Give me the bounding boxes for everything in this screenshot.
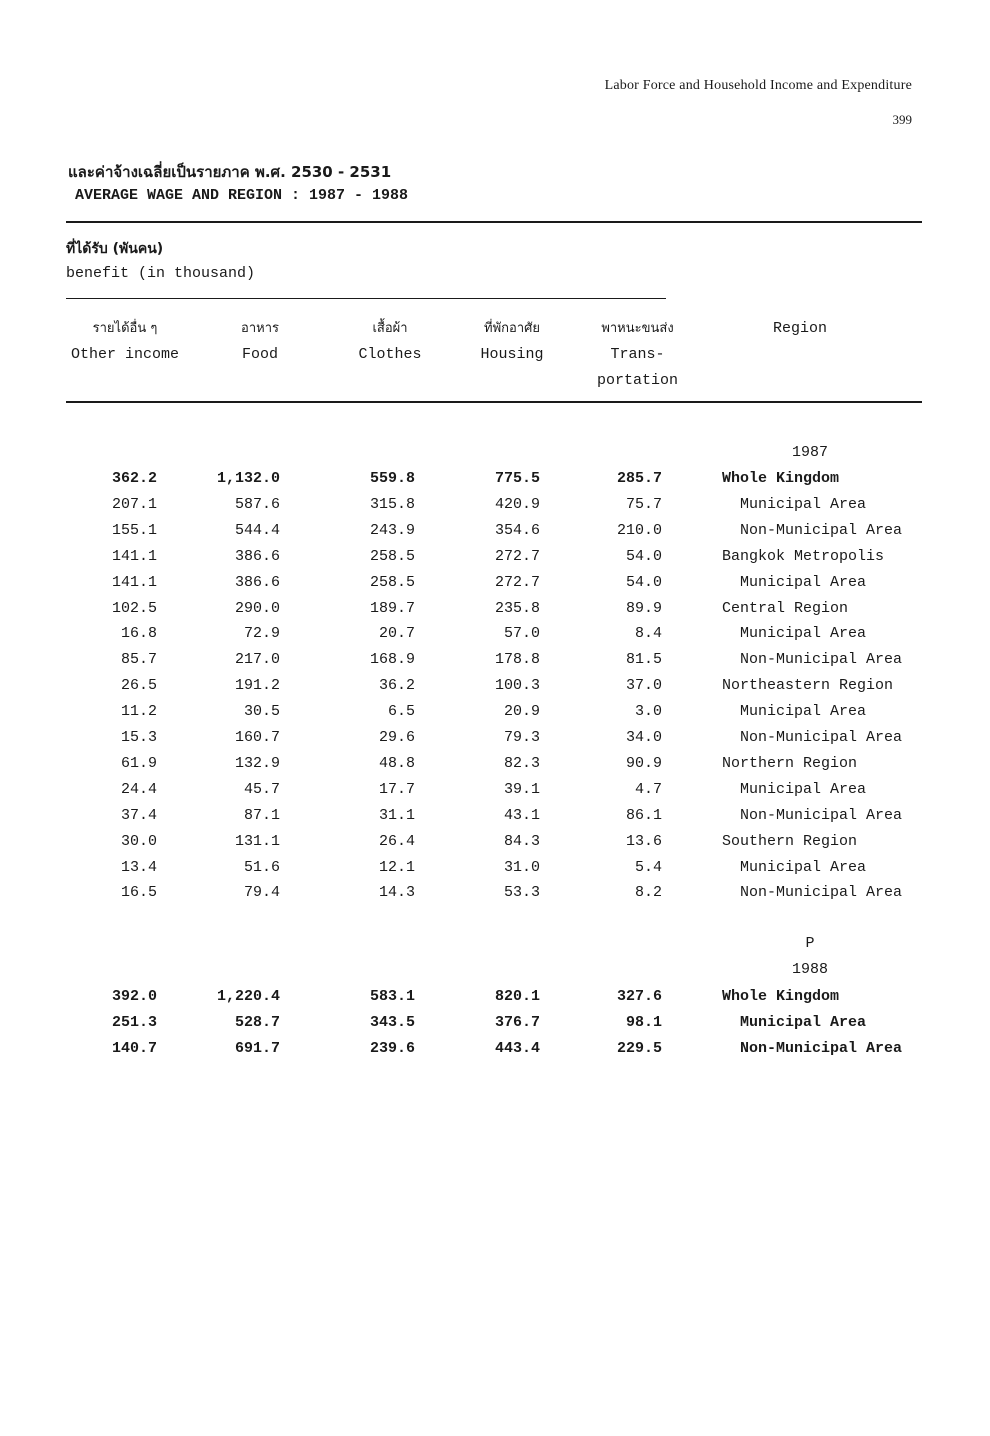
column-header-transportation bbox=[585, 316, 690, 394]
table-cell: 17.7 bbox=[378, 780, 415, 798]
column-header-english: Trans- bbox=[610, 346, 665, 363]
table-cell: 544.4 bbox=[234, 521, 280, 539]
table-cell: 72.9 bbox=[243, 625, 280, 643]
table-cell: 207.1 bbox=[111, 495, 157, 513]
table-row bbox=[0, 884, 990, 910]
table-cell: 48.8 bbox=[378, 754, 415, 772]
region-label: Municipal Area bbox=[740, 780, 867, 798]
table-cell: 31.1 bbox=[378, 806, 415, 824]
table-cell: 691.7 bbox=[234, 1039, 280, 1057]
table-cell: 354.6 bbox=[494, 521, 540, 539]
year-label-1988: 1988 bbox=[791, 961, 828, 978]
table-row bbox=[0, 600, 990, 626]
table-cell: 26.5 bbox=[120, 677, 157, 695]
region-label: Municipal Area bbox=[740, 495, 867, 513]
column-header-food bbox=[210, 316, 310, 368]
table-cell: 37.0 bbox=[625, 677, 662, 695]
table-cell: 132.9 bbox=[234, 754, 280, 772]
region-label: Central Region bbox=[722, 599, 849, 617]
table-cell: 443.4 bbox=[494, 1039, 540, 1057]
table-cell: 1,220.4 bbox=[216, 988, 280, 1005]
table-cell: 57.0 bbox=[503, 625, 540, 643]
table-cell: 587.6 bbox=[234, 495, 280, 513]
table-cell: 155.1 bbox=[111, 521, 157, 539]
table-cell: 392.0 bbox=[111, 988, 157, 1005]
table-cell: 102.5 bbox=[111, 599, 157, 617]
column-header-thai: รายได้อื่น ๆ bbox=[92, 321, 158, 336]
table-row bbox=[0, 548, 990, 574]
table-cell: 5.4 bbox=[634, 858, 662, 876]
table-row bbox=[0, 625, 990, 651]
table-cell: 8.2 bbox=[634, 884, 662, 902]
region-label: Municipal Area bbox=[740, 625, 867, 643]
table-cell: 272.7 bbox=[494, 573, 540, 591]
table-cell: 376.7 bbox=[494, 1013, 540, 1031]
table-row bbox=[0, 988, 990, 1014]
table-cell: 191.2 bbox=[234, 677, 280, 695]
table-cell: 39.1 bbox=[503, 780, 540, 798]
preliminary-marker: P bbox=[805, 935, 815, 952]
table-cell: 386.6 bbox=[234, 547, 280, 565]
column-header-housing bbox=[462, 316, 562, 368]
region-label: Non-Municipal Area bbox=[740, 651, 903, 669]
column-header-thai: พาหนะขนส่ง bbox=[601, 321, 674, 336]
column-header-other-income bbox=[60, 316, 190, 368]
table-cell: 54.0 bbox=[625, 547, 662, 565]
table-cell: 24.4 bbox=[120, 780, 157, 798]
table-row bbox=[0, 470, 990, 496]
region-label: Non-Municipal Area bbox=[740, 884, 903, 902]
column-header-region bbox=[750, 316, 850, 342]
table-cell: 90.9 bbox=[625, 754, 662, 772]
table-cell: 1,132.0 bbox=[216, 470, 280, 487]
table-cell: 272.7 bbox=[494, 547, 540, 565]
table-row bbox=[0, 781, 990, 807]
column-header-thai: อาหาร bbox=[241, 321, 279, 336]
table-cell: 217.0 bbox=[234, 651, 280, 669]
column-header-english: Food bbox=[241, 346, 278, 363]
table-cell: 258.5 bbox=[369, 573, 415, 591]
spanner-rule bbox=[66, 298, 666, 299]
table-cell: 131.1 bbox=[234, 832, 280, 850]
table-cell: 79.4 bbox=[243, 884, 280, 902]
table-cell: 820.1 bbox=[494, 988, 540, 1005]
region-label: Non-Municipal Area bbox=[740, 1039, 903, 1057]
table-cell: 51.6 bbox=[243, 858, 280, 876]
column-header-english: Clothes bbox=[358, 346, 422, 363]
table-cell: 160.7 bbox=[234, 729, 280, 746]
table-cell: 559.8 bbox=[369, 470, 415, 487]
table-cell: 98.1 bbox=[625, 1013, 662, 1031]
table-row bbox=[0, 496, 990, 522]
table-cell: 43.1 bbox=[503, 806, 540, 824]
region-label: Municipal Area bbox=[740, 703, 867, 721]
table-cell: 86.1 bbox=[625, 806, 662, 824]
table-cell: 100.3 bbox=[494, 677, 540, 695]
table-cell: 140.7 bbox=[111, 1039, 157, 1057]
table-cell: 30.0 bbox=[120, 832, 157, 850]
table-cell: 29.6 bbox=[378, 729, 415, 746]
table-cell: 45.7 bbox=[243, 780, 280, 798]
table-cell: 31.0 bbox=[503, 858, 540, 876]
table-cell: 36.2 bbox=[378, 677, 415, 695]
table-cell: 178.8 bbox=[494, 651, 540, 669]
table-cell: 362.2 bbox=[111, 470, 157, 487]
year-label-1987: 1987 bbox=[791, 444, 828, 461]
table-cell: 251.3 bbox=[111, 1013, 157, 1031]
page-number: 399 bbox=[892, 112, 912, 127]
table-cell: 20.9 bbox=[503, 703, 540, 721]
table-cell: 775.5 bbox=[494, 470, 540, 487]
table-cell: 239.6 bbox=[369, 1039, 415, 1057]
column-header-english: Other income bbox=[70, 346, 180, 363]
header-bottom-rule bbox=[66, 401, 922, 403]
table-cell: 30.5 bbox=[243, 703, 280, 721]
table-cell: 3.0 bbox=[634, 703, 662, 721]
column-header-clothes bbox=[340, 316, 440, 368]
region-label: Municipal Area bbox=[740, 573, 867, 591]
table-cell: 168.9 bbox=[369, 651, 415, 669]
table-cell: 34.0 bbox=[625, 729, 662, 746]
table-cell: 6.5 bbox=[387, 703, 415, 721]
table-cell: 75.7 bbox=[625, 495, 662, 513]
table-cell: 14.3 bbox=[378, 884, 415, 902]
table-cell: 210.0 bbox=[616, 521, 662, 539]
table-cell: 26.4 bbox=[378, 832, 415, 850]
column-header-english: Housing bbox=[480, 346, 544, 363]
region-label: Whole Kingdom bbox=[722, 988, 840, 1005]
table-cell: 16.8 bbox=[120, 625, 157, 643]
table-cell: 189.7 bbox=[369, 599, 415, 617]
table-cell: 54.0 bbox=[625, 573, 662, 591]
unit-label-thai: ที่ได้รับ (พันคน) bbox=[66, 241, 164, 257]
running-head: Labor Force and Household Income and Expenditure bbox=[604, 78, 912, 93]
table-cell: 81.5 bbox=[625, 651, 662, 669]
table-cell: 12.1 bbox=[378, 858, 415, 876]
column-header-english: Region bbox=[772, 320, 827, 337]
table-cell: 386.6 bbox=[234, 573, 280, 591]
table-cell: 141.1 bbox=[111, 547, 157, 565]
table-cell: 290.0 bbox=[234, 599, 280, 617]
region-label: Municipal Area bbox=[740, 1013, 867, 1031]
region-label: Northeastern Region bbox=[722, 677, 894, 695]
region-label: Non-Municipal Area bbox=[740, 729, 903, 746]
table-row bbox=[0, 1040, 990, 1066]
table-row bbox=[0, 729, 990, 755]
table-cell: 53.3 bbox=[503, 884, 540, 902]
table-row bbox=[0, 833, 990, 859]
table-cell: 343.5 bbox=[369, 1013, 415, 1031]
title-rule bbox=[66, 221, 922, 223]
table-cell: 258.5 bbox=[369, 547, 415, 565]
table-row bbox=[0, 755, 990, 781]
table-cell: 11.2 bbox=[120, 703, 157, 721]
table-cell: 82.3 bbox=[503, 754, 540, 772]
region-label: Non-Municipal Area bbox=[740, 806, 903, 824]
table-cell: 87.1 bbox=[243, 806, 280, 824]
region-label: Non-Municipal Area bbox=[740, 521, 903, 539]
table-cell: 141.1 bbox=[111, 573, 157, 591]
column-header-thai: ที่พักอาศัย bbox=[484, 321, 540, 336]
table-cell: 285.7 bbox=[616, 470, 662, 487]
table-cell: 20.7 bbox=[378, 625, 415, 643]
table-cell: 15.3 bbox=[120, 729, 157, 746]
table-row bbox=[0, 651, 990, 677]
table-cell: 583.1 bbox=[369, 988, 415, 1005]
region-label: Bangkok Metropolis bbox=[722, 547, 885, 565]
table-row bbox=[0, 807, 990, 833]
table-title-thai: และค่าจ้างเฉลี่ยเป็นรายภาค พ.ศ. 2530 - 2531 bbox=[68, 163, 392, 181]
table-cell: 37.4 bbox=[120, 806, 157, 824]
table-row bbox=[0, 677, 990, 703]
region-label: Southern Region bbox=[722, 832, 858, 850]
table-title-english: AVERAGE WAGE AND REGION : 1987 - 1988 bbox=[75, 187, 409, 204]
table-cell: 8.4 bbox=[634, 625, 662, 643]
table-cell: 84.3 bbox=[503, 832, 540, 850]
table-cell: 243.9 bbox=[369, 521, 415, 539]
table-row bbox=[0, 1014, 990, 1040]
table-cell: 85.7 bbox=[120, 651, 157, 669]
table-cell: 61.9 bbox=[120, 754, 157, 772]
table-cell: 13.6 bbox=[625, 832, 662, 850]
unit-label-english: benefit (in thousand) bbox=[66, 265, 256, 282]
table-row bbox=[0, 574, 990, 600]
column-header-thai: เสื้อผ้า bbox=[372, 321, 408, 336]
table-cell: 528.7 bbox=[234, 1013, 280, 1031]
table-cell: 420.9 bbox=[494, 495, 540, 513]
column-header-english-continued: portation bbox=[596, 372, 678, 389]
table-cell: 16.5 bbox=[120, 884, 157, 902]
table-cell: 4.7 bbox=[634, 780, 662, 798]
region-label: Whole Kingdom bbox=[722, 470, 840, 487]
table-cell: 79.3 bbox=[503, 729, 540, 746]
table-row bbox=[0, 522, 990, 548]
region-label: Municipal Area bbox=[740, 858, 867, 876]
table-row bbox=[0, 703, 990, 729]
table-cell: 229.5 bbox=[616, 1039, 662, 1057]
table-cell: 235.8 bbox=[494, 599, 540, 617]
table-cell: 315.8 bbox=[369, 495, 415, 513]
table-cell: 327.6 bbox=[616, 988, 662, 1005]
table-cell: 89.9 bbox=[625, 599, 662, 617]
table-cell: 13.4 bbox=[120, 858, 157, 876]
table-row bbox=[0, 859, 990, 885]
region-label: Northern Region bbox=[722, 754, 858, 772]
